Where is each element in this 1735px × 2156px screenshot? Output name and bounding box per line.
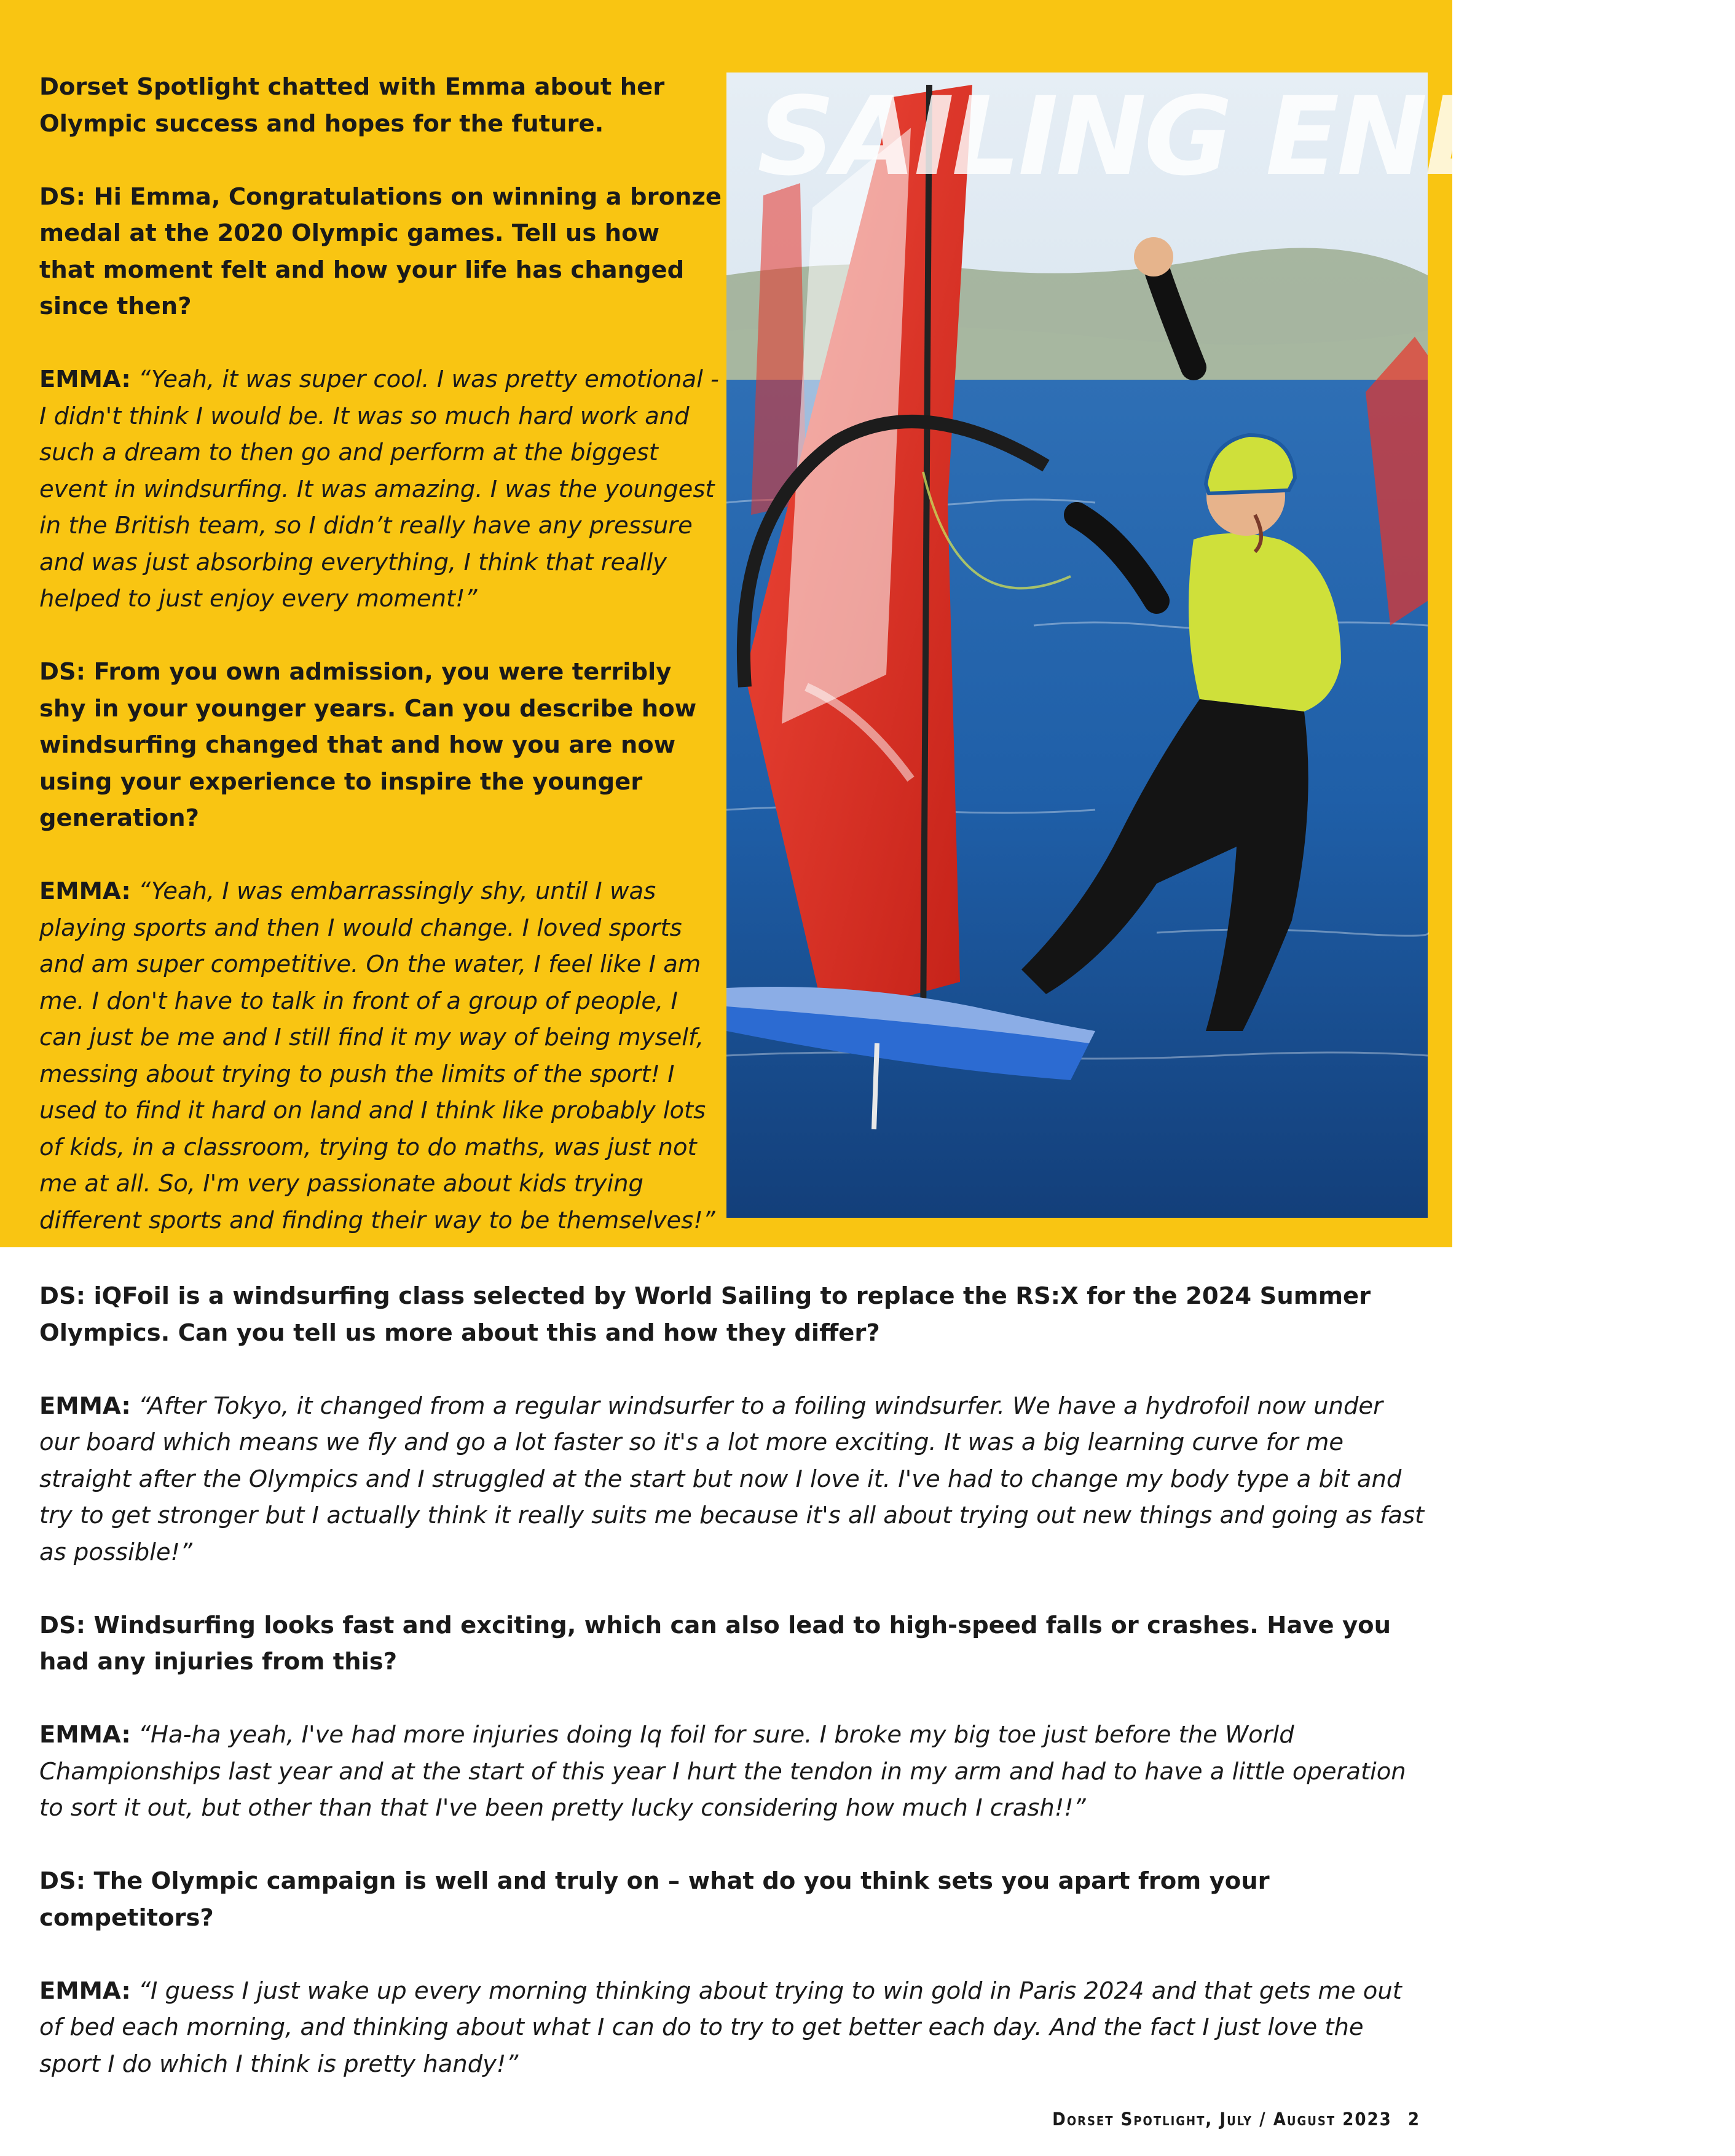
- rider-fist: [1134, 237, 1173, 276]
- question-4: DS: Windsurfing looks fast and exciting, which can also lead to high-speed falls or crashes. Have you had any injuries from this?: [39, 1611, 1391, 1676]
- page-number: 2: [1407, 2109, 1420, 2130]
- answer-5-text: “I guess I just wake up every morning thinking about trying to win gold in Paris 2024 and that gets me out of bed each morning, and thinking about what I can do to try to get better each day. And the fact I just love the sport I do which I think is pretty handy!”: [39, 1977, 1402, 2078]
- answer-2: [39, 873, 722, 1239]
- answer-3: [39, 1388, 1428, 1571]
- photo-watermark: SAILING ENERGY: [757, 74, 1735, 200]
- answer-5: [39, 1973, 1428, 2083]
- windsurfer-illustration: [726, 73, 1735, 1218]
- speaker-label: EMMA:: [39, 877, 131, 905]
- question-1: DS: Hi Emma, Congratulations on winning a bronze medal at the 2020 Olympic games. Tell us how that moment felt and how your life has changed since then?: [39, 182, 722, 320]
- answer-1: [39, 361, 722, 617]
- speaker-label: EMMA:: [39, 366, 131, 393]
- answer-4: [39, 1717, 1428, 1827]
- question-5: DS: The Olympic campaign is well and truly on – what do you think sets you apart from your competitors?: [39, 1867, 1270, 1932]
- intro-text: Dorset Spotlight chatted with Emma about her Olympic success and hopes for the future.: [39, 73, 665, 138]
- question-3: DS: iQFoil is a windsurfing class selected by World Sailing to replace the RS:X for the 2024 Summer Olympics. Can you tell us more about this and how they differ?: [39, 1282, 1371, 1347]
- answer-1-text: “Yeah, it was super cool. I was pretty emotional - I didn't think I would be. It was so much hard work and such a dream to then go and perform at the biggest event in windsurfing. It was amazing. I was the youngest in the British team, so I didn’t really have any pressure and was just absorbing everything, I think that really helped to just enjoy every moment!”: [39, 366, 719, 613]
- left-column-text: [39, 69, 722, 1239]
- hydrofoil-mast: [874, 1043, 877, 1129]
- windsurfer-photo: [726, 73, 1735, 1218]
- answer-3-text: “After Tokyo, it changed from a regular windsurfer to a foiling windsurfer. We have a hydrofoil now under our board which means we fly and go a lot faster so it's a lot more exciting. It was a big learning curve for me straight after the Olympics and I struggled at the start but now I love it. I've had to change my body type a bit and try to get stronger but I actually think it really suits me because it's all about trying out new things and going as fast as possible!”: [39, 1392, 1425, 1566]
- answer-4-text: “Ha-ha yeah, I've had more injuries doing Iq foil for sure. I broke my big toe just before the World Championships last year and at the start of this year I hurt the tendon in my arm and had to have a little operation to sort it out, but other than that I've been pretty lucky considering how much I crash!!”: [39, 1721, 1406, 1822]
- speaker-label: EMMA:: [39, 1977, 131, 2005]
- footer-publication: Dorset Spotlight, July / August 2023: [1052, 2109, 1392, 2130]
- bottom-interview-section: [39, 1278, 1428, 2082]
- speaker-label: EMMA:: [39, 1721, 131, 1749]
- page-footer: [1052, 2109, 1420, 2130]
- question-2: DS: From you own admission, you were terribly shy in your younger years. Can you describe how windsurfing changed that and how you are now using your experience to inspire the younger generation?: [39, 658, 697, 832]
- speaker-label: EMMA:: [39, 1392, 131, 1420]
- answer-2-text: “Yeah, I was embarrassingly shy, until I was playing sports and then I would change. I loved sports and am super competitive. On the water, I feel like I am me. I don't have to talk in front of a group of people, I can just be me and I still find it my way of being myself, messing about trying to push the limits of the sport! I used to find it hard on land and I think like probably lots of kids, in a classroom, trying to do maths, was just not me at all. So, I'm very passionate about kids trying different sports and finding their way to be themselves!”: [39, 877, 715, 1234]
